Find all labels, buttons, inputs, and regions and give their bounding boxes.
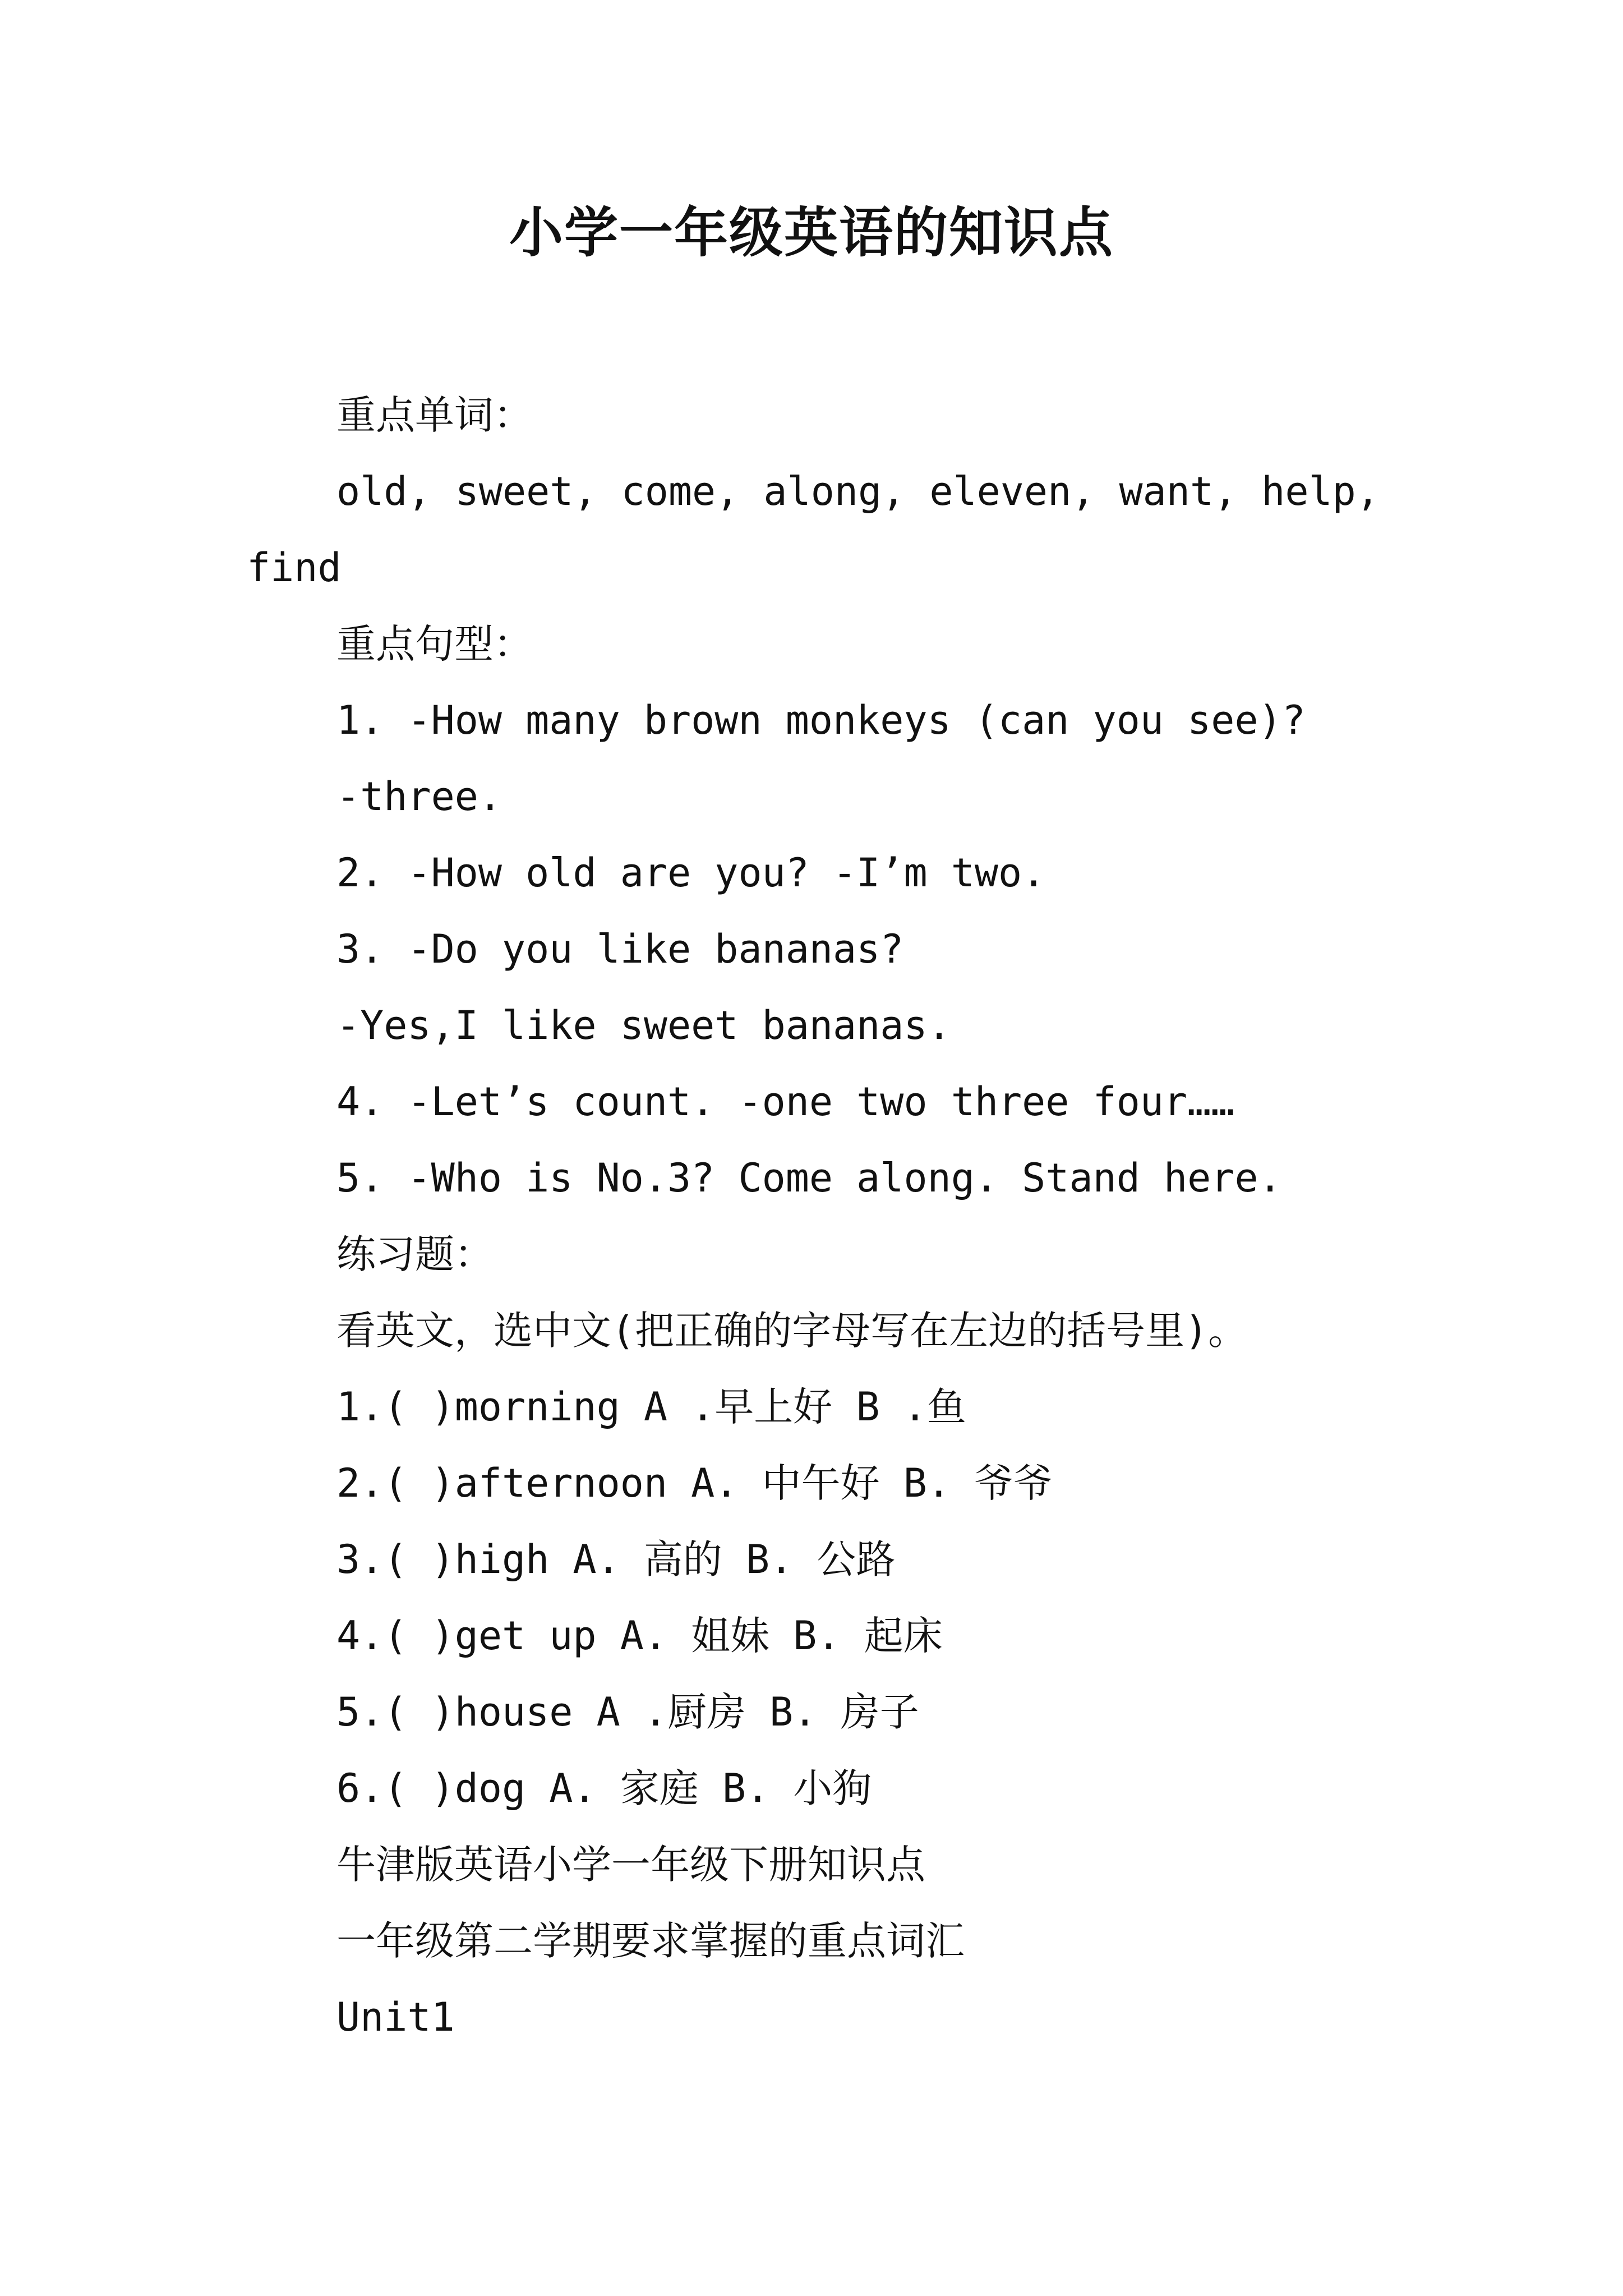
exercise-instruction: 看英文，选中文(把正确的字母写在左边的括号里)。: [336, 1308, 1248, 1354]
exercise-item: 1.( )morning A .早上好 B .鱼: [336, 1384, 966, 1430]
sentence-line: 5. -Who is No.3? Come along. Stand here.: [336, 1155, 1282, 1201]
key-word: come,: [621, 468, 740, 514]
key-word: along,: [763, 468, 906, 514]
key-words-list: [336, 463, 1380, 519]
exercise-item: 2.( )afternoon A. 中午好 B. 爷爷: [336, 1460, 1053, 1506]
key-word: help,: [1261, 468, 1380, 514]
document-title: 小学一年级英语的知识点: [509, 201, 1114, 264]
key-words-heading: 重点单词：: [336, 392, 533, 438]
sentence-line: 1. -How many brown monkeys (can you see)?: [336, 697, 1306, 743]
key-word: old,: [336, 468, 431, 514]
exercise-item: 6.( )dog A. 家庭 B. 小狗: [336, 1765, 872, 1811]
key-word: sweet,: [455, 468, 597, 514]
exercise-item: 5.( )house A .厨房 B. 房子: [336, 1689, 919, 1735]
exercise-item: 4.( )get up A. 姐妹 B. 起床: [336, 1613, 943, 1659]
sentence-line: 2. -How old are you? -I’m two.: [336, 850, 1046, 896]
exercise-heading: 练习题：: [336, 1231, 494, 1277]
key-word: want,: [1119, 468, 1238, 514]
unit-label: Unit1: [336, 1994, 455, 2040]
sentence-line: -Yes,I like sweet bananas.: [336, 1002, 951, 1048]
section-line: 一年级第二学期要求掌握的重点词汇: [336, 1918, 965, 1964]
section-line: 牛津版英语小学一年级下册知识点: [336, 1842, 925, 1888]
sentence-line: 3. -Do you like bananas?: [336, 926, 904, 972]
key-word-wrap: find: [247, 545, 342, 591]
exercise-item: 3.( )high A. 高的 B. 公路: [336, 1536, 896, 1582]
sentence-line: 4. -Let’s count. -one two three four……: [336, 1079, 1235, 1125]
key-sentences-heading: 重点句型：: [336, 621, 533, 667]
sentence-line: -three.: [336, 774, 502, 820]
key-word: eleven,: [929, 468, 1095, 514]
